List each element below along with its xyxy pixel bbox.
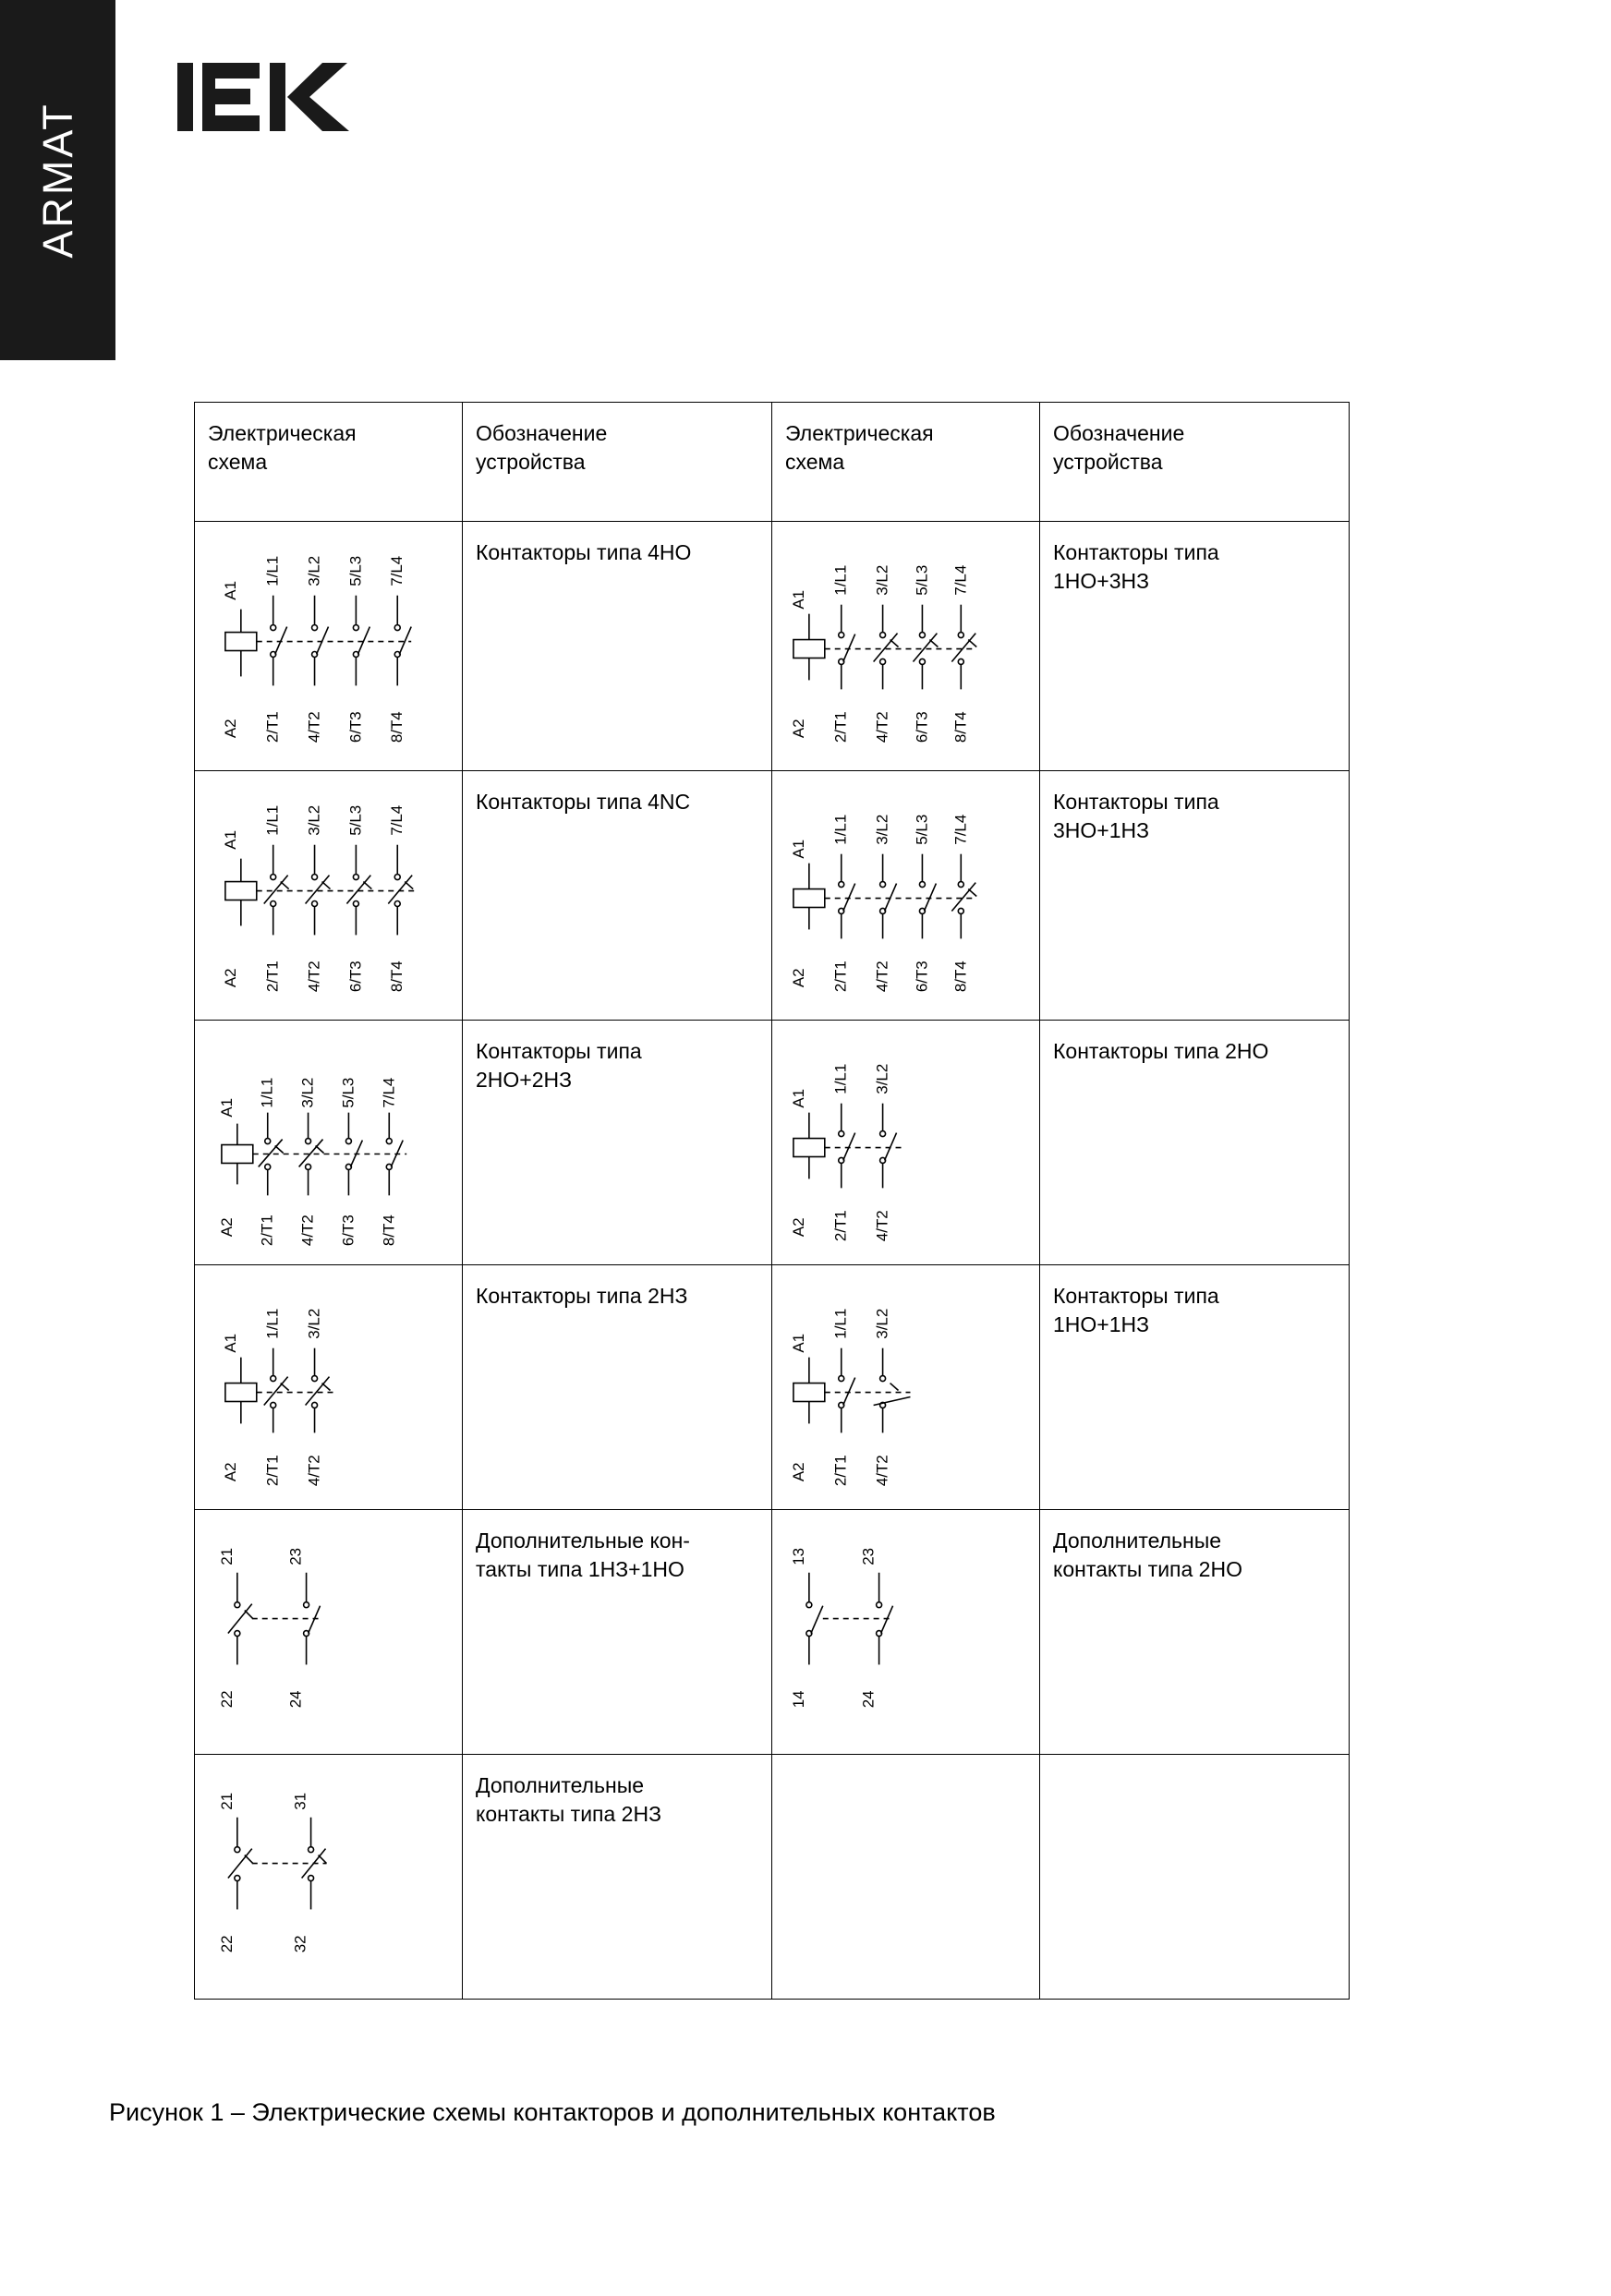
svg-text:31: 31 (291, 1793, 309, 1811)
svg-text:6/T3: 6/T3 (346, 711, 365, 743)
schema-diagram-aux-1nc-1no (195, 1510, 463, 1755)
schema-diagram-2no (772, 1021, 1040, 1265)
schema-diagram-2nc (195, 1265, 463, 1510)
svg-text:A1: A1 (217, 1098, 236, 1118)
label-line: 3НО+1НЗ (1053, 818, 1150, 843)
header-line: схема (208, 450, 268, 475)
svg-text:2/T1: 2/T1 (258, 1214, 276, 1247)
svg-text:22: 22 (217, 1690, 236, 1709)
svg-text:4/T2: 4/T2 (305, 711, 323, 743)
svg-text:3/L2: 3/L2 (305, 804, 323, 836)
svg-text:A1: A1 (789, 589, 807, 610)
svg-text:8/T4: 8/T4 (388, 711, 406, 743)
header-line: схема (785, 450, 845, 475)
header-line: Обозначение (476, 421, 608, 445)
svg-text:2/T1: 2/T1 (831, 961, 850, 993)
device-label-2no: Контакторы типа 2НО (1040, 1021, 1350, 1265)
svg-text:7/L4: 7/L4 (388, 555, 406, 586)
label-line: 2НО+2НЗ (476, 1068, 573, 1093)
svg-text:A1: A1 (789, 1334, 807, 1353)
svg-text:A2: A2 (217, 1217, 236, 1238)
svg-text:3/L2: 3/L2 (873, 1063, 891, 1094)
svg-text:3/L2: 3/L2 (305, 555, 323, 586)
svg-text:A2: A2 (221, 1462, 239, 1482)
svg-text:7/L4: 7/L4 (951, 814, 970, 845)
schema-diagram-4no (195, 522, 463, 771)
schema-diagram-aux-2nc (195, 1755, 463, 2000)
device-label-2no-2nc (463, 1021, 772, 1265)
svg-text:1/L1: 1/L1 (263, 555, 282, 586)
svg-text:6/T3: 6/T3 (339, 1214, 357, 1247)
label-line: Контакторы типа (1053, 790, 1219, 815)
device-label-empty (1040, 1755, 1350, 2000)
svg-text:14: 14 (789, 1690, 807, 1709)
label-line: контакты типа 2НЗ (476, 1802, 661, 1827)
svg-text:8/T4: 8/T4 (388, 961, 406, 993)
label-line: Дополнительные (476, 1773, 645, 1798)
schema-cell-empty (772, 1755, 1040, 2000)
svg-text:4/T2: 4/T2 (298, 1214, 317, 1247)
svg-text:7/L4: 7/L4 (380, 1077, 398, 1108)
svg-text:4/T2: 4/T2 (873, 961, 891, 993)
svg-text:23: 23 (286, 1548, 305, 1566)
svg-text:3/L2: 3/L2 (873, 564, 891, 596)
device-label-4no: Контакторы типа 4НО (463, 522, 772, 771)
schema-table (194, 402, 1350, 2000)
header-cell-schema-right (772, 403, 1040, 522)
table-row (195, 1510, 1350, 1755)
table-header-row (195, 403, 1350, 522)
svg-text:1/L1: 1/L1 (831, 1308, 850, 1339)
side-band-label: ARMAT (33, 102, 81, 259)
device-label-1no-1nc (1040, 1265, 1350, 1510)
svg-text:A1: A1 (221, 580, 239, 600)
svg-text:2/T1: 2/T1 (263, 1455, 282, 1487)
svg-text:5/L3: 5/L3 (339, 1077, 357, 1108)
svg-text:1/L1: 1/L1 (263, 1308, 282, 1339)
label-line: 1НО+1НЗ (1053, 1312, 1150, 1337)
svg-text:1/L1: 1/L1 (263, 804, 282, 836)
schema-diagram-aux-2no (772, 1510, 1040, 1755)
label-line: Контакторы типа (1053, 1284, 1219, 1309)
svg-text:6/T3: 6/T3 (346, 961, 365, 993)
svg-text:22: 22 (217, 1935, 236, 1953)
svg-text:1/L1: 1/L1 (258, 1077, 276, 1108)
header-cell-label-left (463, 403, 772, 522)
svg-text:21: 21 (217, 1793, 236, 1811)
svg-text:A1: A1 (789, 1089, 807, 1108)
header-cell-label-right (1040, 403, 1350, 522)
svg-text:3/L2: 3/L2 (873, 814, 891, 845)
svg-text:4/T2: 4/T2 (873, 1455, 891, 1487)
header-line: Электрическая (785, 421, 934, 445)
svg-text:6/T3: 6/T3 (913, 711, 931, 743)
svg-text:A2: A2 (789, 1217, 807, 1238)
svg-text:4/T2: 4/T2 (305, 1455, 323, 1487)
svg-text:23: 23 (859, 1548, 878, 1566)
table-row (195, 1755, 1350, 2000)
label-line: Контакторы типа (476, 1039, 642, 1064)
svg-text:7/L4: 7/L4 (388, 804, 406, 836)
label-line: 1НО+3НЗ (1053, 569, 1150, 594)
svg-text:2/T1: 2/T1 (263, 711, 282, 743)
device-label-1no-3nc (1040, 522, 1350, 771)
device-label-4nc: Контакторы типа 4NC (463, 771, 772, 1021)
schema-diagram-4nc (195, 771, 463, 1021)
label-line: такты типа 1НЗ+1НО (476, 1557, 684, 1582)
label-line: Дополнительные кон- (476, 1529, 690, 1553)
svg-text:3/L2: 3/L2 (305, 1308, 323, 1339)
svg-text:24: 24 (286, 1690, 305, 1709)
device-label-aux-1nc-1no (463, 1510, 772, 1755)
svg-text:32: 32 (291, 1935, 309, 1953)
svg-text:A2: A2 (789, 968, 807, 988)
table-row (195, 522, 1350, 771)
schema-diagram-1no-1nc (772, 1265, 1040, 1510)
svg-text:2/T1: 2/T1 (831, 1210, 850, 1242)
svg-text:3/L2: 3/L2 (298, 1077, 317, 1108)
iek-logo (177, 55, 353, 139)
svg-text:A2: A2 (221, 968, 239, 988)
side-band (0, 0, 115, 360)
svg-text:1/L1: 1/L1 (831, 814, 850, 845)
svg-text:13: 13 (789, 1548, 807, 1566)
svg-text:5/L3: 5/L3 (913, 814, 931, 845)
svg-text:5/L3: 5/L3 (346, 804, 365, 836)
svg-text:8/T4: 8/T4 (380, 1214, 398, 1247)
svg-text:4/T2: 4/T2 (873, 711, 891, 743)
header-cell-schema-left (195, 403, 463, 522)
svg-text:3/L2: 3/L2 (873, 1308, 891, 1339)
svg-text:4/T2: 4/T2 (305, 961, 323, 993)
figure-caption: Рисунок 1 – Электрические схемы контакторов и дополнительных контактов (109, 2098, 996, 2126)
device-label-2nc: Контакторы типа 2НЗ (463, 1265, 772, 1510)
svg-text:1/L1: 1/L1 (831, 1063, 850, 1094)
table-row (195, 771, 1350, 1021)
svg-text:7/L4: 7/L4 (951, 564, 970, 596)
header-line: устройства (476, 450, 586, 475)
schema-diagram-3no-1nc (772, 771, 1040, 1021)
svg-text:6/T3: 6/T3 (913, 961, 931, 993)
svg-text:A2: A2 (221, 719, 239, 739)
label-line: контакты типа 2НО (1053, 1557, 1242, 1582)
header-line: устройства (1053, 450, 1163, 475)
schema-diagram-2no-2nc (195, 1021, 463, 1265)
svg-text:5/L3: 5/L3 (913, 564, 931, 596)
svg-text:2/T1: 2/T1 (831, 1455, 850, 1487)
svg-text:A2: A2 (789, 719, 807, 739)
device-label-aux-2no (1040, 1510, 1350, 1755)
svg-text:8/T4: 8/T4 (951, 711, 970, 743)
svg-text:1/L1: 1/L1 (831, 564, 850, 596)
svg-text:A1: A1 (789, 840, 807, 859)
svg-text:2/T1: 2/T1 (831, 711, 850, 743)
table-row (195, 1265, 1350, 1510)
svg-text:A2: A2 (789, 1462, 807, 1482)
table-row (195, 1021, 1350, 1265)
svg-text:2/T1: 2/T1 (263, 961, 282, 993)
svg-text:4/T2: 4/T2 (873, 1210, 891, 1242)
schema-diagram-1no-3nc (772, 522, 1040, 771)
device-label-aux-2nc (463, 1755, 772, 2000)
header-line: Обозначение (1053, 421, 1185, 445)
svg-text:A1: A1 (221, 1334, 239, 1353)
header-line: Электрическая (208, 421, 357, 445)
device-label-3no-1nc (1040, 771, 1350, 1021)
svg-text:5/L3: 5/L3 (346, 555, 365, 586)
svg-text:21: 21 (217, 1548, 236, 1566)
label-line: Дополнительные (1053, 1529, 1222, 1553)
svg-text:8/T4: 8/T4 (951, 961, 970, 993)
svg-text:24: 24 (859, 1690, 878, 1709)
label-line: Контакторы типа (1053, 540, 1219, 564)
svg-text:A1: A1 (221, 830, 239, 850)
